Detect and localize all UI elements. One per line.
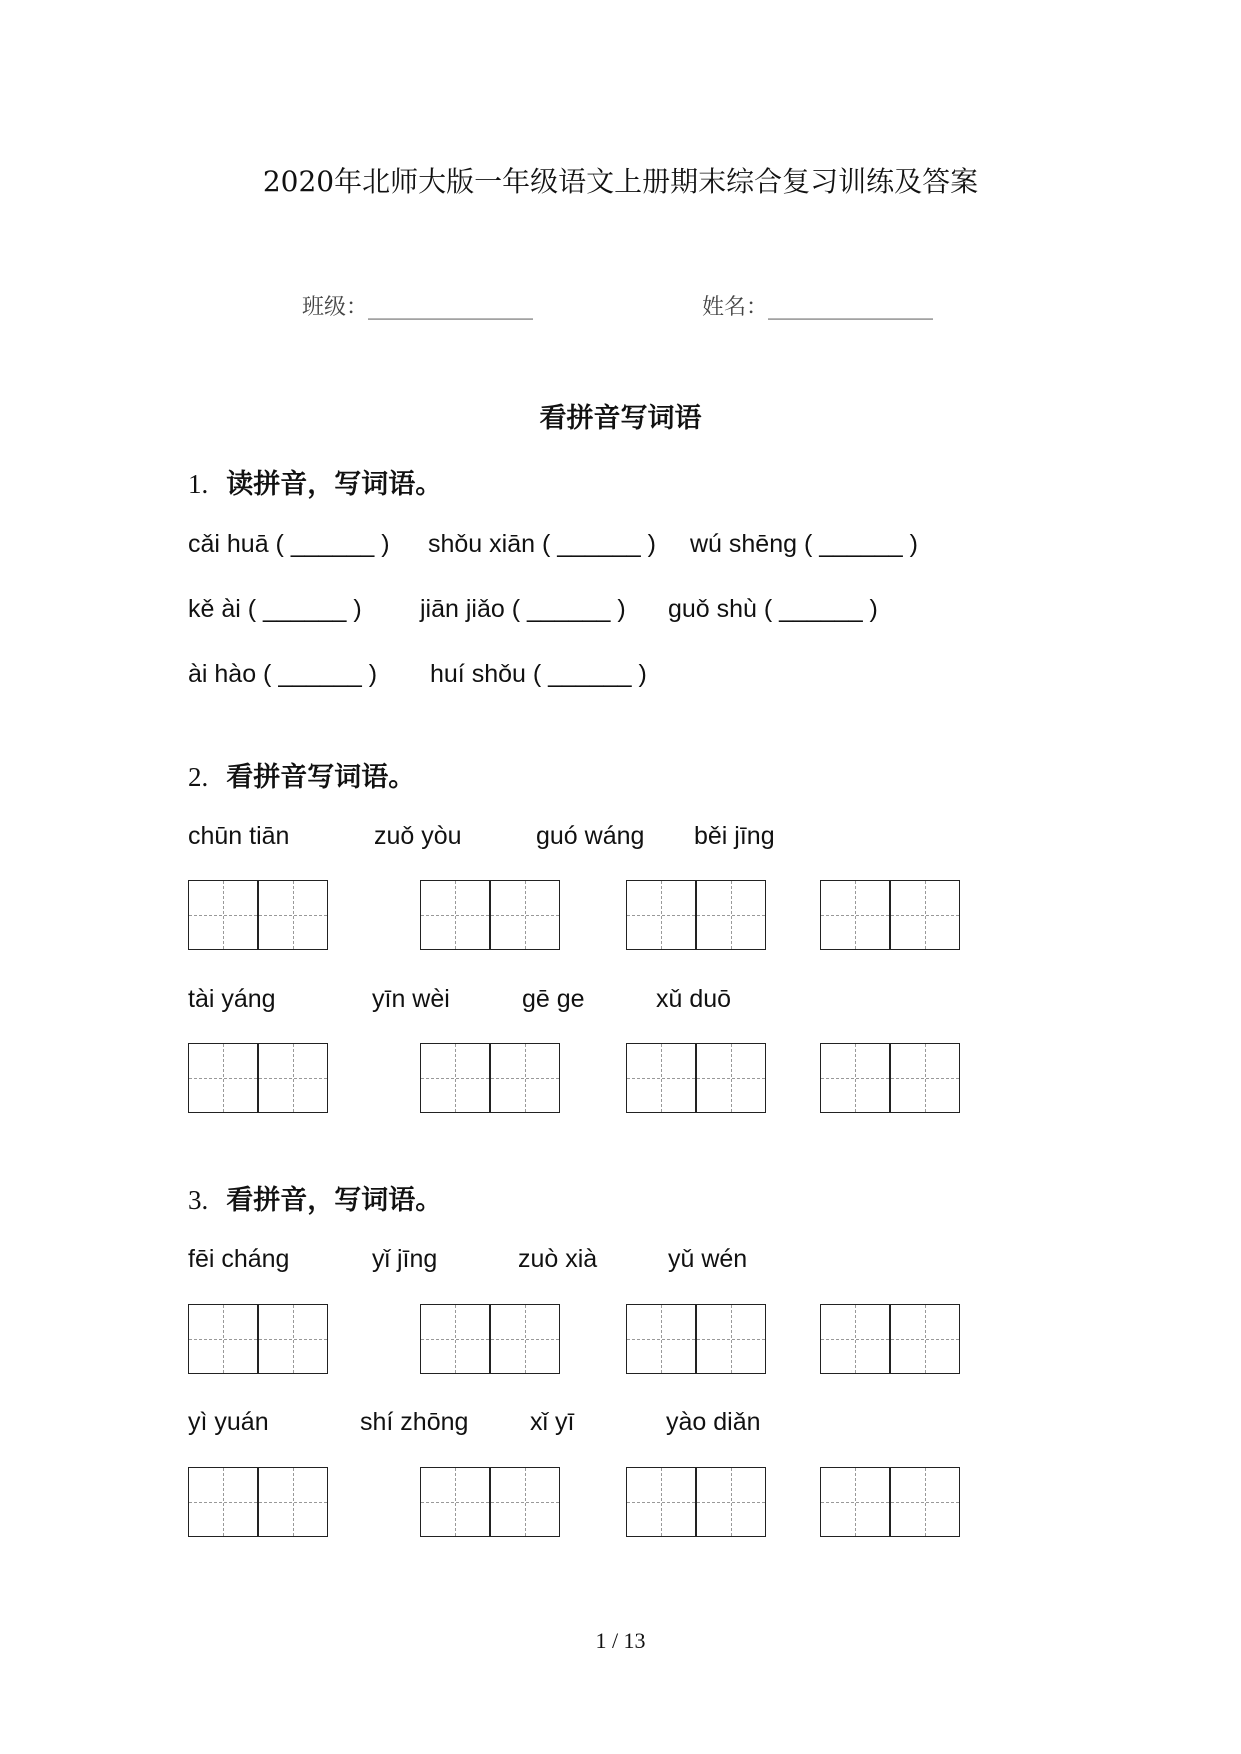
writing-grid-cell[interactable] bbox=[258, 1043, 328, 1113]
section-title: 看拼音写词语 bbox=[539, 403, 702, 434]
pinyin-label: tài yáng bbox=[188, 985, 276, 1013]
question-number: 1. bbox=[188, 469, 209, 499]
writing-grid-cell[interactable] bbox=[890, 1043, 960, 1113]
writing-grid-cell[interactable] bbox=[890, 880, 960, 950]
question-3-heading bbox=[188, 1178, 442, 1217]
pinyin-item: guǒ shù ( ______ ) bbox=[668, 595, 878, 623]
writing-grid-cell[interactable] bbox=[258, 1467, 328, 1537]
writing-grid-pair bbox=[420, 1043, 563, 1113]
name-label: 姓名： bbox=[702, 295, 769, 320]
pinyin-label: yào diǎn bbox=[666, 1408, 761, 1436]
writing-grid-cell[interactable] bbox=[820, 1043, 890, 1113]
pinyin-label: gē ge bbox=[522, 985, 585, 1013]
writing-grid-pair bbox=[820, 880, 963, 950]
writing-grid-pair bbox=[626, 880, 769, 950]
writing-grid-cell[interactable] bbox=[420, 880, 490, 950]
writing-grid-cell[interactable] bbox=[696, 1467, 766, 1537]
writing-grid-cell[interactable] bbox=[258, 880, 328, 950]
writing-grid-cell[interactable] bbox=[188, 880, 258, 950]
pinyin-label: yǔ wén bbox=[668, 1245, 748, 1273]
writing-grid-pair bbox=[188, 1304, 331, 1374]
pinyin-item: wú shēng ( ______ ) bbox=[690, 530, 918, 558]
writing-grid-cell[interactable] bbox=[890, 1304, 960, 1374]
pinyin-item: jiān jiǎo ( ______ ) bbox=[420, 595, 626, 623]
writing-grid-pair bbox=[188, 1467, 331, 1537]
writing-grid-cell[interactable] bbox=[188, 1467, 258, 1537]
pinyin-item: cǎi huā ( ______ ) bbox=[188, 530, 390, 558]
writing-grid-cell[interactable] bbox=[696, 1304, 766, 1374]
pinyin-item: kě ài ( ______ ) bbox=[188, 595, 362, 623]
pinyin-label: guó wáng bbox=[536, 822, 645, 850]
writing-grid-cell[interactable] bbox=[696, 1043, 766, 1113]
writing-grid-cell[interactable] bbox=[820, 1304, 890, 1374]
pinyin-item: shǒu xiān ( ______ ) bbox=[428, 530, 656, 558]
writing-grid-cell[interactable] bbox=[420, 1467, 490, 1537]
class-blank: _______________ bbox=[368, 295, 534, 320]
class-field bbox=[302, 290, 533, 321]
question-2-heading bbox=[188, 755, 415, 794]
writing-grid-cell[interactable] bbox=[626, 1467, 696, 1537]
writing-grid-pair bbox=[820, 1467, 963, 1537]
writing-grid-cell[interactable] bbox=[188, 1043, 258, 1113]
pinyin-label: shí zhōng bbox=[360, 1408, 469, 1436]
class-label: 班级： bbox=[302, 295, 369, 320]
writing-grid-cell[interactable] bbox=[890, 1467, 960, 1537]
writing-grid-cell[interactable] bbox=[626, 880, 696, 950]
question-number: 3. bbox=[188, 1185, 209, 1215]
pinyin-label: fēi cháng bbox=[188, 1245, 290, 1273]
pinyin-label: chūn tiān bbox=[188, 822, 290, 850]
writing-grid-cell[interactable] bbox=[490, 880, 560, 950]
writing-grid-pair bbox=[820, 1304, 963, 1374]
writing-grid-cell[interactable] bbox=[820, 880, 890, 950]
page-title: 2020年北师大版一年级语文上册期末综合复习训练及答案 bbox=[262, 165, 979, 198]
writing-grid-cell[interactable] bbox=[820, 1467, 890, 1537]
pinyin-label: zuò xià bbox=[518, 1245, 598, 1273]
writing-grid-cell[interactable] bbox=[188, 1304, 258, 1374]
writing-grid-pair bbox=[188, 1043, 331, 1113]
pinyin-item: huí shǒu ( ______ ) bbox=[430, 660, 647, 688]
pinyin-label: zuǒ yòu bbox=[374, 822, 462, 850]
question-title: 看拼音，写词语。 bbox=[226, 1185, 443, 1216]
writing-grid-cell[interactable] bbox=[490, 1043, 560, 1113]
question-title: 看拼音写词语。 bbox=[226, 762, 416, 793]
name-field bbox=[702, 290, 933, 321]
writing-grid-pair bbox=[420, 880, 563, 950]
writing-grid-pair bbox=[420, 1467, 563, 1537]
writing-grid-cell[interactable] bbox=[626, 1043, 696, 1113]
writing-grid-cell[interactable] bbox=[696, 880, 766, 950]
writing-grid-cell[interactable] bbox=[490, 1467, 560, 1537]
question-number: 2. bbox=[188, 762, 209, 792]
writing-grid-pair bbox=[420, 1304, 563, 1374]
page-number: 1 / 13 bbox=[595, 1628, 646, 1653]
writing-grid-cell[interactable] bbox=[626, 1304, 696, 1374]
pinyin-label: běi jīng bbox=[694, 822, 775, 850]
writing-grid-pair bbox=[820, 1043, 963, 1113]
question-title: 读拼音，写词语。 bbox=[226, 469, 443, 500]
pinyin-label: yīn wèi bbox=[372, 985, 450, 1013]
writing-grid-pair bbox=[188, 880, 331, 950]
pinyin-item: ài hào ( ______ ) bbox=[188, 660, 378, 688]
writing-grid-cell[interactable] bbox=[258, 1304, 328, 1374]
writing-grid-cell[interactable] bbox=[420, 1304, 490, 1374]
writing-grid-pair bbox=[626, 1043, 769, 1113]
pinyin-label: xǔ duō bbox=[656, 985, 732, 1013]
pinyin-label: yǐ jīng bbox=[372, 1245, 438, 1273]
pinyin-label: yì yuán bbox=[188, 1408, 269, 1436]
pinyin-label: xǐ yī bbox=[530, 1408, 575, 1436]
writing-grid-pair bbox=[626, 1467, 769, 1537]
question-1-heading bbox=[188, 462, 442, 501]
writing-grid-pair bbox=[626, 1304, 769, 1374]
name-blank: _______________ bbox=[768, 295, 934, 320]
writing-grid-cell[interactable] bbox=[420, 1043, 490, 1113]
writing-grid-cell[interactable] bbox=[490, 1304, 560, 1374]
